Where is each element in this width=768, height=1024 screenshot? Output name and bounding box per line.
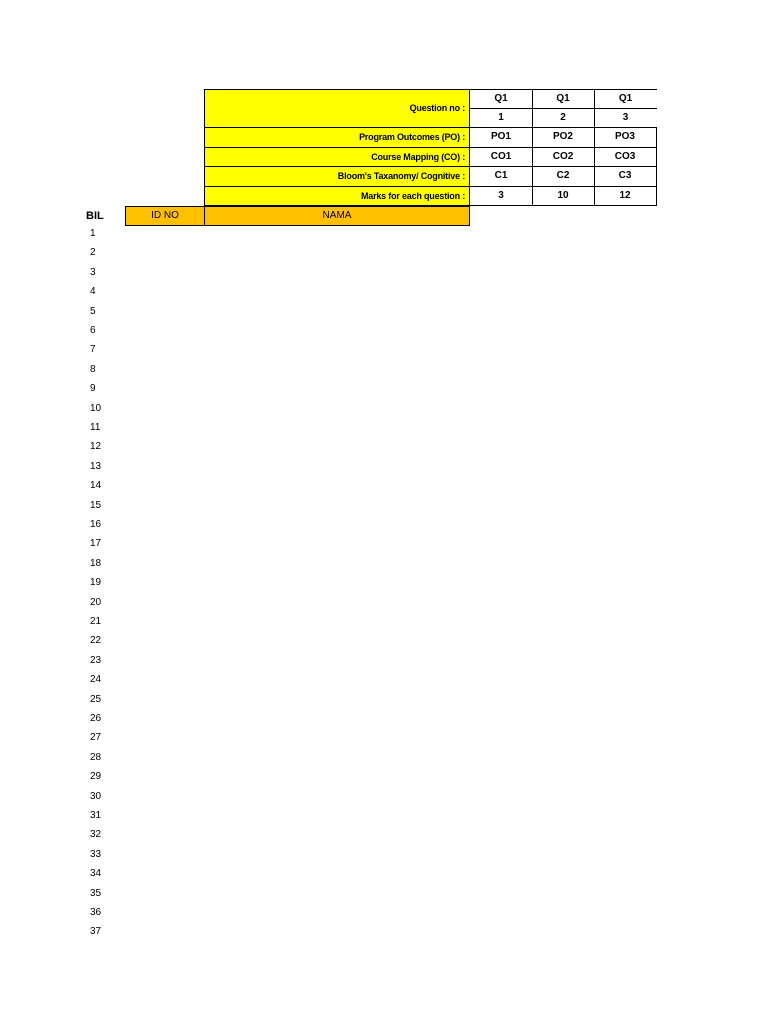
row-number: 19	[90, 577, 102, 589]
question-number-3: 3	[594, 108, 657, 128]
row-number: 30	[90, 790, 102, 802]
blooms-taxonomy-label: Bloom's Taxanomy/ Cognitive :	[204, 166, 470, 187]
bloom-level-3: C3	[594, 166, 657, 187]
row-number: 14	[90, 480, 102, 492]
course-outcome-1: CO1	[469, 147, 533, 167]
row-number: 5	[90, 305, 96, 317]
question-label-2: Q1	[532, 89, 595, 109]
row-number: 8	[90, 363, 96, 375]
row-number: 1	[90, 228, 96, 239]
row-number: 36	[90, 907, 102, 918]
row-number: 28	[90, 751, 102, 763]
row-number: 6	[90, 325, 96, 336]
marks-1: 3	[469, 186, 533, 206]
question-label-3: Q1	[594, 89, 657, 109]
row-number: 34	[90, 868, 102, 880]
row-number: 27	[90, 732, 102, 744]
bloom-level-2: C2	[532, 166, 595, 187]
row-number: 9	[90, 383, 96, 395]
bloom-level-1: C1	[469, 166, 533, 187]
question-number-1: 1	[469, 108, 533, 128]
row-number: 32	[90, 829, 102, 841]
row-number: 4	[90, 286, 96, 298]
bil-header: BIL	[86, 209, 104, 222]
row-number: 25	[90, 693, 102, 705]
row-number: 29	[90, 771, 102, 783]
course-outcome-2: CO2	[532, 147, 595, 167]
row-number: 2	[90, 247, 96, 259]
course-mapping-label: Course Mapping (CO) :	[204, 147, 470, 167]
row-number: 31	[90, 810, 102, 821]
row-number: 12	[90, 441, 102, 453]
question-number-2: 2	[532, 108, 595, 128]
program-outcomes-label: Program Outcomes (PO) :	[204, 127, 470, 148]
row-number: 33	[90, 848, 102, 860]
question-no-label: Question no :	[204, 89, 470, 128]
question-label-1: Q1	[469, 89, 533, 109]
row-number: 24	[90, 674, 102, 686]
row-number: 23	[90, 654, 102, 666]
marks-label: Marks for each question :	[204, 186, 470, 206]
program-outcome-3: PO3	[594, 127, 657, 148]
row-number: 16	[90, 519, 102, 530]
row-number: 7	[90, 344, 96, 356]
row-number: 17	[90, 538, 102, 550]
row-number: 13	[90, 460, 102, 472]
marks-3: 12	[594, 186, 657, 206]
row-number: 3	[90, 266, 96, 278]
row-number: 21	[90, 616, 102, 627]
row-number: 35	[90, 887, 102, 899]
row-number: 11	[90, 422, 101, 433]
row-number: 15	[90, 499, 102, 511]
row-number: 20	[90, 596, 102, 608]
row-number: 26	[90, 713, 102, 724]
nama-header: NAMA	[204, 206, 470, 226]
program-outcome-1: PO1	[469, 127, 533, 148]
id-no-header: ID NO	[125, 206, 205, 226]
row-number: 18	[90, 557, 102, 569]
row-number: 22	[90, 635, 102, 647]
program-outcome-2: PO2	[532, 127, 595, 148]
course-outcome-3: CO3	[594, 147, 657, 167]
row-number: 10	[90, 402, 102, 414]
marks-2: 10	[532, 186, 595, 206]
row-number: 37	[90, 926, 102, 938]
